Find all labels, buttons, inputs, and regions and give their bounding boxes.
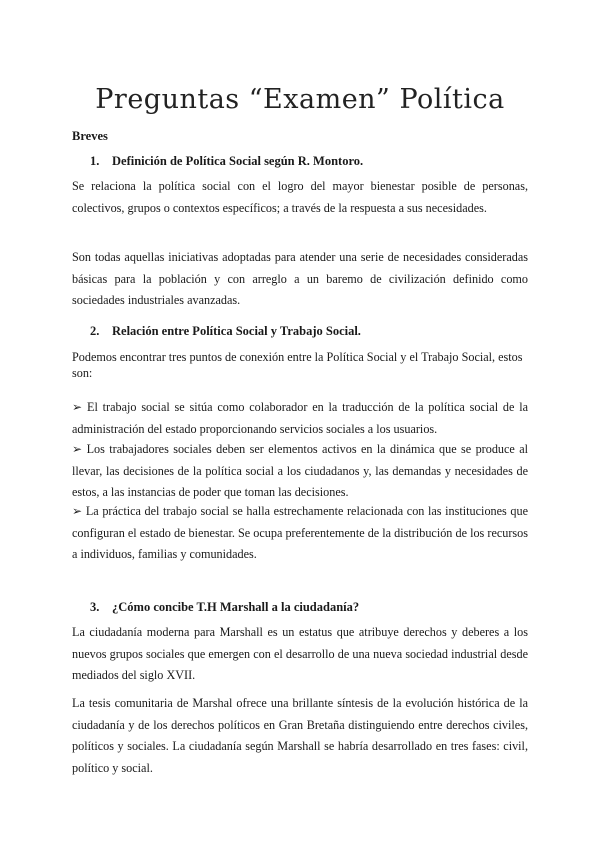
bullet-arrow-icon: ➢ <box>72 400 83 414</box>
bullet-arrow-icon: ➢ <box>72 442 83 456</box>
question-2-intro: Podemos encontrar tres puntos de conexión entre la Política Social y el Trabajo Social, estos son: <box>72 350 523 380</box>
question-1-number: 1. <box>90 154 100 168</box>
question-1-heading <box>90 154 363 169</box>
question-3-heading <box>90 600 359 615</box>
bullet-2-text: Los trabajadores sociales deben ser elementos activos en la dinámica que se produce al llevar, las decisiones de la política social a los ciudadanos y, las demandas y necesidades de estos, a las instancias de poder que toman las decisiones. <box>72 442 529 499</box>
question-3-paragraph-2: La tesis comunitaria de Marshal ofrece una brillante síntesis de la evolución histórica de la ciudadanía y de los derechos políticos en Gran Bretaña distinguiendo entre derechos civiles, políticos y sociales. La ciudadanía según Marshall se habría desarrollado en tres fases: civil, político y social. <box>72 696 528 775</box>
question-2-title: Relación entre Política Social y Trabajo Social. <box>112 324 361 338</box>
bullet-arrow-icon: ➢ <box>72 504 83 518</box>
section-label: Breves <box>72 129 108 143</box>
question-2-bullet-3 <box>72 501 528 566</box>
question-2-bullet-1 <box>72 397 528 440</box>
question-3-paragraph-1: La ciudadanía moderna para Marshall es un estatus que atribuye derechos y deberes a los nuevos grupos sociales que emergen con el desarrollo de una nueva sociedad industrial desde mediados del siglo XVII. <box>72 625 528 682</box>
bullet-3-text: La práctica del trabajo social se halla estrechamente relacionada con las instituciones que configuran el estado de bienestar. Se ocupa preferentemente de la distribución de los recursos a individuos, familias y comunidades. <box>72 504 529 561</box>
question-3-title: ¿Cómo concibe T.H Marshall a la ciudadanía? <box>112 600 360 614</box>
question-2-number: 2. <box>90 324 100 338</box>
document-title: Preguntas “Examen” Política <box>95 84 505 115</box>
question-1-paragraph-2: Son todas aquellas iniciativas adoptadas para atender una serie de necesidades consideradas básicas para la población y con arreglo a un baremo de civilización definido como sociedades industriales avanzadas. <box>72 250 528 307</box>
question-1-paragraph-1: Se relaciona la política social con el logro del mayor bienestar posible de personas, colectivos, grupos o contextos específicos; a través de la respuesta a sus necesidades. <box>72 179 528 215</box>
question-1-title: Definición de Política Social según R. Montoro. <box>112 154 364 168</box>
question-3-number: 3. <box>90 600 100 614</box>
bullet-1-text: El trabajo social se sitúa como colaborador en la traducción de la política social de la administración del estado proporcionando servicios sociales a los usuarios. <box>72 400 528 436</box>
question-2-bullet-2 <box>72 439 528 504</box>
question-2-heading <box>90 324 361 339</box>
